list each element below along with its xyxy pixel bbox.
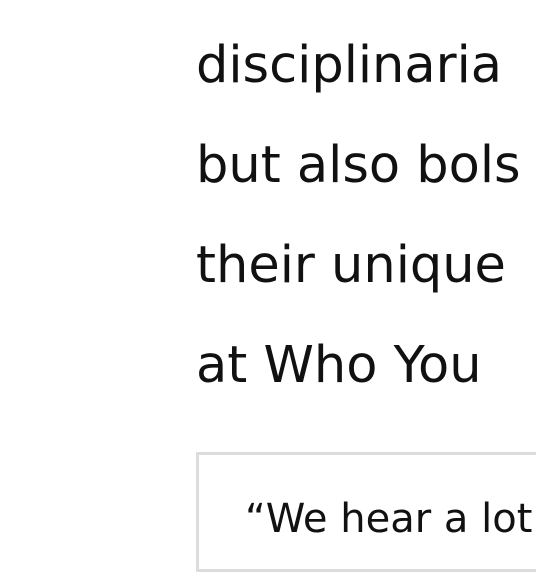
article-line: their unique [196,236,506,295]
article-line: but also bols [196,136,521,195]
pull-quote-box [196,452,536,572]
article-line: disciplinaria [196,36,502,95]
pull-quote-text: “We hear a lot [245,496,533,542]
article-body [196,16,521,416]
article-line: at Who You [196,336,482,395]
